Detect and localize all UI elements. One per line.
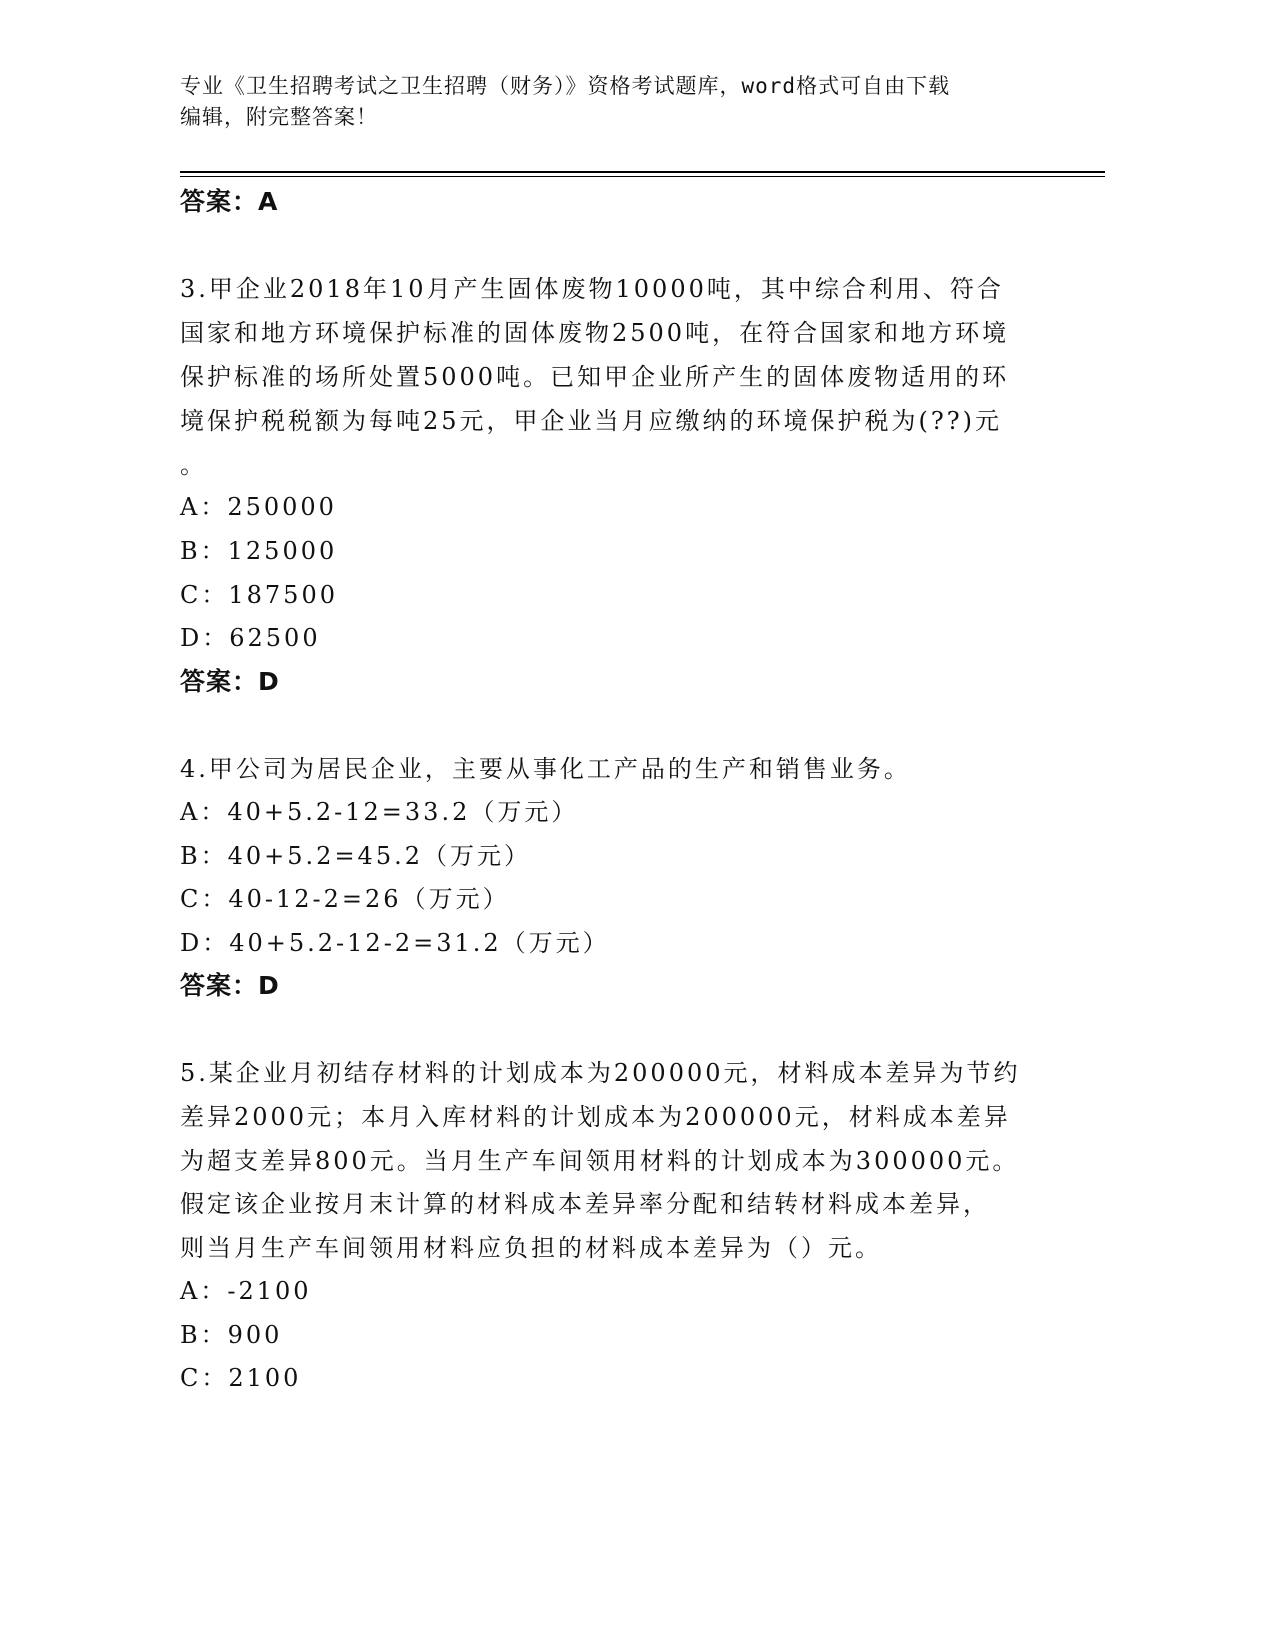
option: A：250000 — [180, 493, 337, 521]
question-text: 5.某企业月初结存材料的计划成本为200000元，材料成本差异为节约 — [180, 1059, 1021, 1087]
option: C：40-12-2=26（万元） — [180, 885, 510, 913]
question-text: 为超支差异800元。当月生产车间领用材料的计划成本为300000元。 — [180, 1147, 1020, 1175]
answer: 答案：A — [180, 187, 279, 216]
question-text: 假定该企业按月末计算的材料成本差异率分配和结转材料成本差异， — [180, 1190, 990, 1218]
header-line: 专业《卫生招聘考试之卫生招聘（财务）》资格考试题库，word格式可自由下载 — [180, 74, 951, 98]
option: B：125000 — [180, 537, 338, 565]
question-text: 境保护税税额为每吨25元，甲企业当月应缴纳的环境保护税为(??)元 — [180, 407, 1002, 435]
option: A：40+5.2-12=33.2（万元） — [180, 798, 579, 826]
header-line: 编辑，附完整答案！ — [180, 105, 378, 129]
option: D：40+5.2-12-2=31.2（万元） — [180, 929, 610, 957]
option: A：-2100 — [180, 1277, 312, 1305]
option: B：900 — [180, 1321, 283, 1349]
question-text: 。 — [180, 451, 207, 479]
header-divider — [180, 176, 1105, 177]
answer: 答案：D — [180, 971, 280, 1000]
question-text: 4.甲公司为居民企业，主要从事化工产品的生产和销售业务。 — [180, 755, 911, 783]
answer: 答案：D — [180, 667, 280, 696]
option: B：40+5.2=45.2（万元） — [180, 842, 531, 870]
question-text: 保护标准的场所处置5000吨。已知甲企业所产生的固体废物适用的环 — [180, 363, 1010, 391]
header-divider — [180, 171, 1105, 173]
question-text: 则当月生产车间领用材料应负担的材料成本差异为（）元。 — [180, 1234, 882, 1262]
question-text: 差异2000元；本月入库材料的计划成本为200000元，材料成本差异 — [180, 1103, 1011, 1131]
option: C：187500 — [180, 581, 338, 609]
question-text: 国家和地方环境保护标准的固体废物2500吨，在符合国家和地方环境 — [180, 319, 1010, 347]
question-text: 3.甲企业2018年10月产生固体废物10000吨，其中综合利用、符合 — [180, 275, 1004, 303]
option: D：62500 — [180, 624, 321, 652]
option: C：2100 — [180, 1364, 302, 1392]
